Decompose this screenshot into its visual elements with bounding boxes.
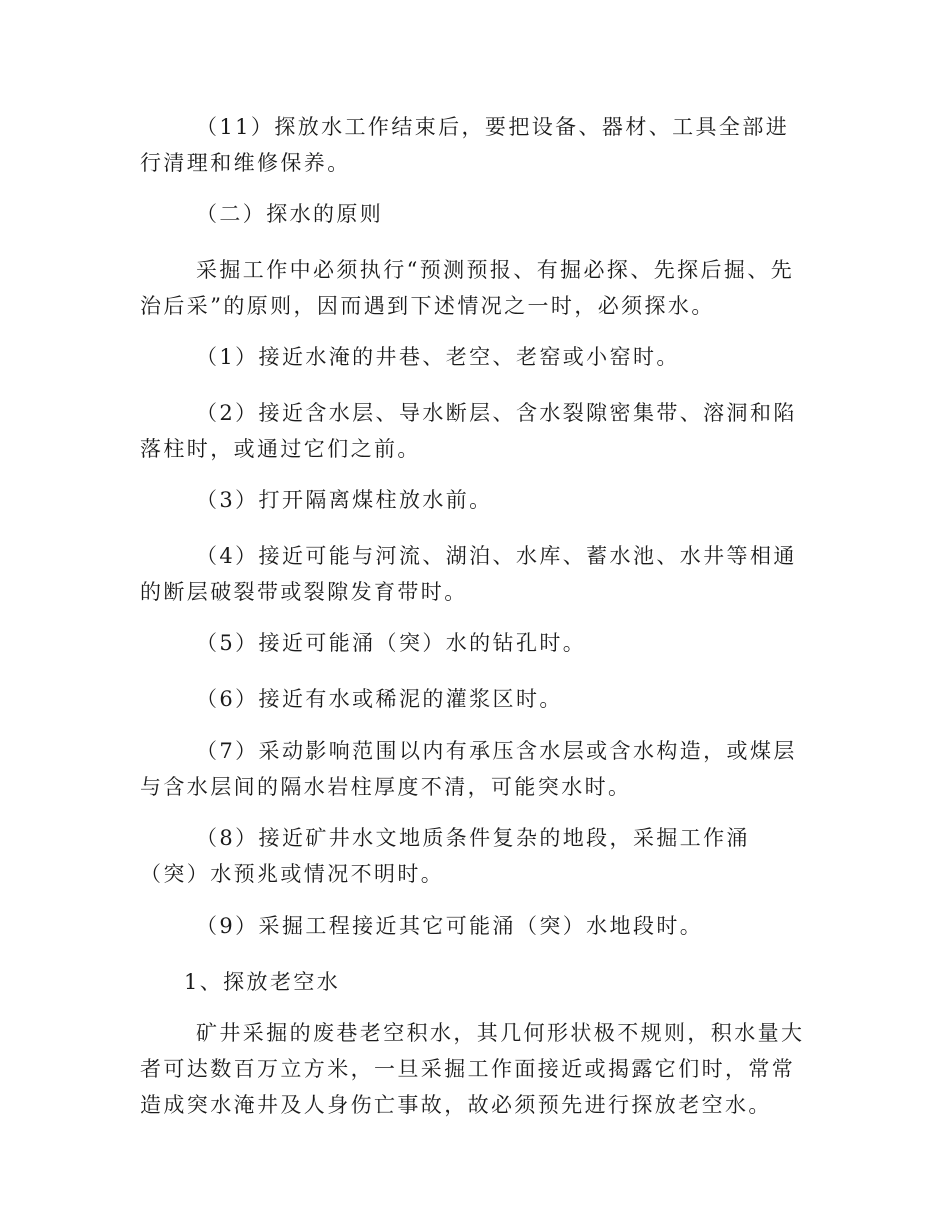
list-item-7: （7）采动影响范围以内有承压含水层或含水构造，或煤层与含水层间的隔水岩柱厚度不清，可能突水时。 <box>140 739 797 799</box>
paragraph-cleanup-maintenance: （11）探放水工作结束后，要把设备、器材、工具全部进行清理和维修保养。 <box>140 115 790 175</box>
list-item-6: （6）接近有水或稀泥的灌浆区时。 <box>196 687 563 711</box>
list-item-5: （5）接近可能涌（突）水的钻孔时。 <box>196 631 587 655</box>
list-item-2: （2）接近含水层、导水断层、含水裂隙密集带、溶洞和陷落柱时，或通过它们之前。 <box>140 401 797 461</box>
paragraph-old-goaf-water: 矿井采掘的废巷老空积水，其几何形状极不规则，积水量大者可达数百万立方米，一旦采掘工作面接近或揭露它们时，常常造成突水淹井及人身伤亡事故，故必须预先进行探放老空水。 <box>140 1021 805 1117</box>
list-item-9: （9）采掘工程接近其它可能涌（突）水地段时。 <box>196 914 704 938</box>
list-item-1: （1）接近水淹的井巷、老空、老窑或小窑时。 <box>196 345 680 369</box>
heading-old-goaf-water: 1、探放老空水 <box>184 970 341 994</box>
list-item-4: （4）接近可能与河流、湖泊、水库、蓄水池、水井等相通的断层破裂带或裂隙发育带时。 <box>140 544 797 604</box>
paragraph-principle-intro: 采掘工作中必须执行“预测预报、有掘必探、先探后掘、先治后采”的原则，因而遇到下述情况之一时，必须探水。 <box>140 258 795 318</box>
list-item-8: （8）接近矿井水文地质条件复杂的地段，采掘工作涌（突）水预兆或情况不明时。 <box>140 826 750 886</box>
heading-principles: （二）探水的原则 <box>196 202 384 226</box>
list-item-3: （3）打开隔离煤柱放水前。 <box>196 488 493 512</box>
